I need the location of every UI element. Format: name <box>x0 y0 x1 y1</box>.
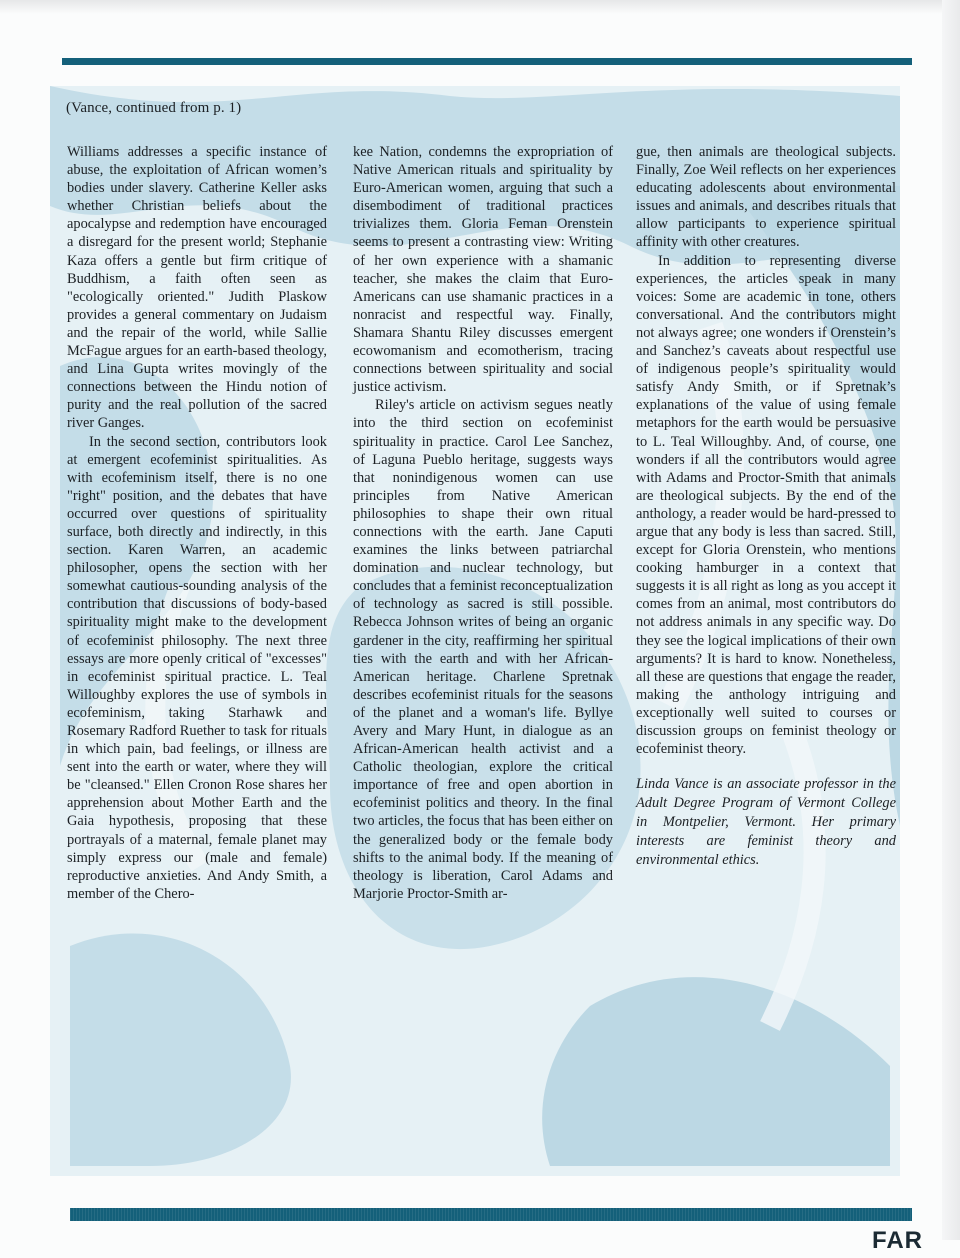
page-shadow-top <box>0 0 960 14</box>
paragraph: Williams addresses a specific instance of abuse, the exploitation of African women’s bodies under slavery. Catherine Keller asks whether Christian beliefs about the apocalypse and redemption have encouraged a disregard for the present world; Stephanie Kaza offers a gentle but firm critique of Buddhism, a faith often seen as "ecologically oriented." Judith Plaskow provides a general commentary on Judaism and the repair of the world, while Sallie McFague argues for an earth-based theology, and Lina Gupta writes movingly of the connections between the Hindu notion of purity and the real pollution of the sacred river Ganges. <box>67 144 327 432</box>
text-column-2 <box>353 143 613 903</box>
paragraph: gue, then animals are theological subjects. Finally, Zoe Weil reflects on her experiences educating adolescents about environmental issues and animals, and describes rituals that allow participants to experience spiritual affinity with other creatures. <box>636 144 896 251</box>
paragraph: In the second section, contributors look at emergent ecofeminist spiritualities. As with ecofeminism itself, there is no one "right" position, and the debates that have occurred over questions of spirituality surface, both directly and indirectly, in this section. Karen Warren, an academic philosopher, opens the section with her somewhat cautious-sounding analysis of the contribution that discussions of body-based spirituality might make to the development of ecofeminist philosophy. The next three essays are more openly critical of "excesses" in ecofeminist spiritual practice. L. Teal Willoughby explores the use of symbols in ecofeminism, taking Starhawk and Rosemary Radford Ruether to task for rituals in which pain, bad feelings, or illness are sent into the earth or water, where they will be "cleansed." Ellen Cronon Rose shares her apprehension about Mother Earth and the Gaia hypothesis, proposing that these portrayals of a maternal, female planet may simply express our (male and female) reproductive anxieties. And Andy Smith, a member of the Chero- <box>67 433 327 902</box>
page-shadow-right <box>942 0 960 1240</box>
footer-tag: FAR <box>872 1227 923 1254</box>
paragraph: kee Nation, condemns the expropriation of Native American rituals and spirituality by Euro-American women, arguing that such a disembodiment of traditional practices trivializes them. Gloria Feman Orenstein seems to present a contrasting view: Writing of her own experience with a shamanic teacher, she makes the claim that Euro-Americans can use shamanic practices in a nonracist and respectful way. Finally, Shamara Shantu Riley discusses emergent ecowomanism and ecomotherism, tracing connections between spirituality and social justice activism. <box>353 144 613 396</box>
text-column-3 <box>636 143 896 870</box>
author-bio: Linda Vance is an associate professor in the Adult Degree Program of Vermont College in Montpelier, Vermont. Her primary interests are feminist theory and environmental ethics. <box>636 776 896 869</box>
paragraph: Riley's article on activism segues neatly into the third section on ecofeminist spirituality in practice. Carol Lee Sanchez, of Laguna Pueblo heritage, suggests ways that nonindigenous women can use principles from Native American philosophies to shape their own ritual connections with the earth. Jane Caputi examines the links between patriarchal domination and nuclear technology, but concludes that a feminist reconceptualization of technology as sacred is still possible. Rebecca Johnson writes of being an organic gardener in the city, reaffirming her spiritual ties with the earth and with her African-American heritage. Charlene Spretnak describes ecofeminist rituals for the seasons of the planet and a woman's life. Byllye Avery and Mary Hunt, in dialogue as an African-American health activist and a Catholic theologian, explore the critical importance of free and open abortion in ecofeminist politics and theory. In the final two articles, the focus that has been either on the generalized body or the female body shifts to the animal body. If the meaning of theology is liberation, Carol Adams and Marjorie Proctor-Smith ar- <box>353 397 613 902</box>
continued-note: (Vance, continued from p. 1) <box>66 100 242 116</box>
paragraph: In addition to representing diverse experiences, the articles speak in many voices: Some are academic in tone, others conversational. And the contributors might not always agree; one wonders if Orenstein’s and Sanchez’s caveats about respectful use of indigenous people’s spirituality would satisfy Andy Smith, or if Spretnak’s explanations of the value of using female metaphors for the earth would be persuasive to L. Teal Willoughby. And, of course, one wonders if all the contributors would agree with Adams and Proctor-Smith that animals are theological subjects. By the end of the anthology, a reader would be hard-pressed to argue that any body is less than sacred. Still, except for Gloria Orenstein, who mentions cooking hamburger in a context that suggests it is all right as long as you accept it comes from an animal, most contributors do not address animals in any specific way. Do they see the logical implications of their own arguments? It is hard to know. Nonetheless, all these are questions that engage the reader, making the anthology intriguing and exceptionally well suited to courses or discussion groups on feminist theology or ecofeminist theory. <box>636 252 896 758</box>
text-column-1 <box>67 143 327 903</box>
top-rule <box>62 58 912 65</box>
bottom-rule <box>70 1208 912 1221</box>
